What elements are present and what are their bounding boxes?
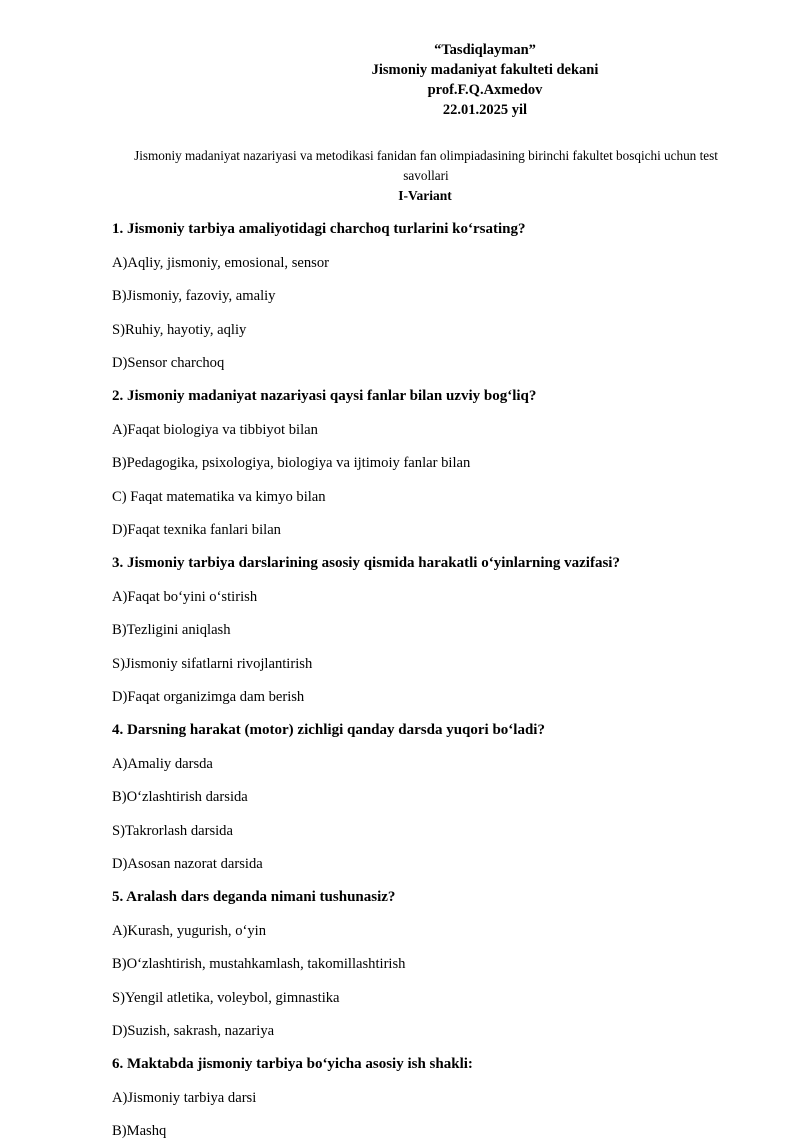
document-header — [232, 40, 738, 120]
option-b: B)Pedagogika, psixologiya, biologiya va ijtimoiy fanlar bilan — [112, 455, 471, 472]
option-s: S)Ruhiy, hayotiy, aqliy — [112, 321, 247, 338]
question-text: 3. Jismoniy tarbiya darslarining asosiy qismida harakatli o‘yinlarning vazifasi? — [112, 554, 620, 571]
option-b: B)O‘zlashtirish, mustahkamlash, takomillashtirish — [112, 956, 406, 973]
option-a: A)Faqat biologiya va tibbiyot bilan — [112, 422, 318, 439]
option-a: A)Kurash, yugurish, o‘yin — [112, 923, 267, 940]
option-s: S)Yengil atletika, voleybol, gimnastika — [112, 989, 340, 1006]
option-b: B)O‘zlashtirish darsida — [112, 789, 248, 806]
question-item — [112, 387, 738, 539]
option-s: S)Takrorlash darsida — [112, 822, 233, 839]
questions-list — [112, 220, 738, 1141]
question-text: 4. Darsning harakat (motor) zichligi qanday darsda yuqori bo‘ladi? — [112, 721, 545, 738]
option-b: B)Jismoniy, fazoviy, amaliy — [112, 288, 276, 305]
question-text: 5. Aralash dars deganda nimani tushunasiz? — [112, 888, 396, 905]
option-s: C) Faqat matematika va kimyo bilan — [112, 488, 326, 505]
question-text: 1. Jismoniy tarbiya amaliyotidagi charchoq turlarini ko‘rsating? — [112, 220, 526, 237]
option-b: B)Tezligini aniqlash — [112, 622, 231, 639]
question-text: 6. Maktabda jismoniy tarbiya bo‘yicha asosiy ish shakli: — [112, 1055, 473, 1072]
option-a: A)Faqat bo‘yini o‘stirish — [112, 589, 258, 606]
dean-name-line: prof.F.Q.Axmedov — [427, 82, 543, 98]
variant-label: I-Variant — [398, 187, 452, 203]
option-a: A)Jismoniy tarbiya darsi — [112, 1090, 257, 1107]
date-line: 22.01.2025 yil — [442, 102, 528, 118]
option-s: S)Jismoniy sifatlarni rivojlantirish — [112, 655, 313, 672]
option-d: D)Sensor charchoq — [112, 354, 225, 371]
option-b: B)Mashq — [112, 1123, 167, 1140]
option-d: D)Suzish, sakrash, nazariya — [112, 1022, 275, 1039]
question-item — [112, 1055, 738, 1141]
approval-line: “Tasdiqlayman” — [434, 42, 536, 58]
document-subtitle: Jismoniy madaniyat nazariyasi va metodikasi fanidan fan olimpiadasining birinchi fakultet bosqichi uchun test savollari — [134, 148, 718, 183]
option-d: D)Faqat texnika fanlari bilan — [112, 521, 281, 538]
question-item — [112, 220, 738, 372]
question-text: 2. Jismoniy madaniyat nazariyasi qaysi fanlar bilan uzviy bog‘liq? — [112, 387, 537, 404]
option-d: D)Faqat organizimga dam berish — [112, 688, 305, 705]
question-item — [112, 888, 738, 1040]
dean-title-line: Jismoniy madaniyat fakulteti dekani — [371, 62, 599, 78]
option-d: D)Asosan nazorat darsida — [112, 855, 263, 872]
question-item — [112, 554, 738, 706]
option-a: A)Aqliy, jismoniy, emosional, sensor — [112, 255, 329, 272]
question-item — [112, 721, 738, 873]
option-a: A)Amaliy darsda — [112, 756, 213, 773]
